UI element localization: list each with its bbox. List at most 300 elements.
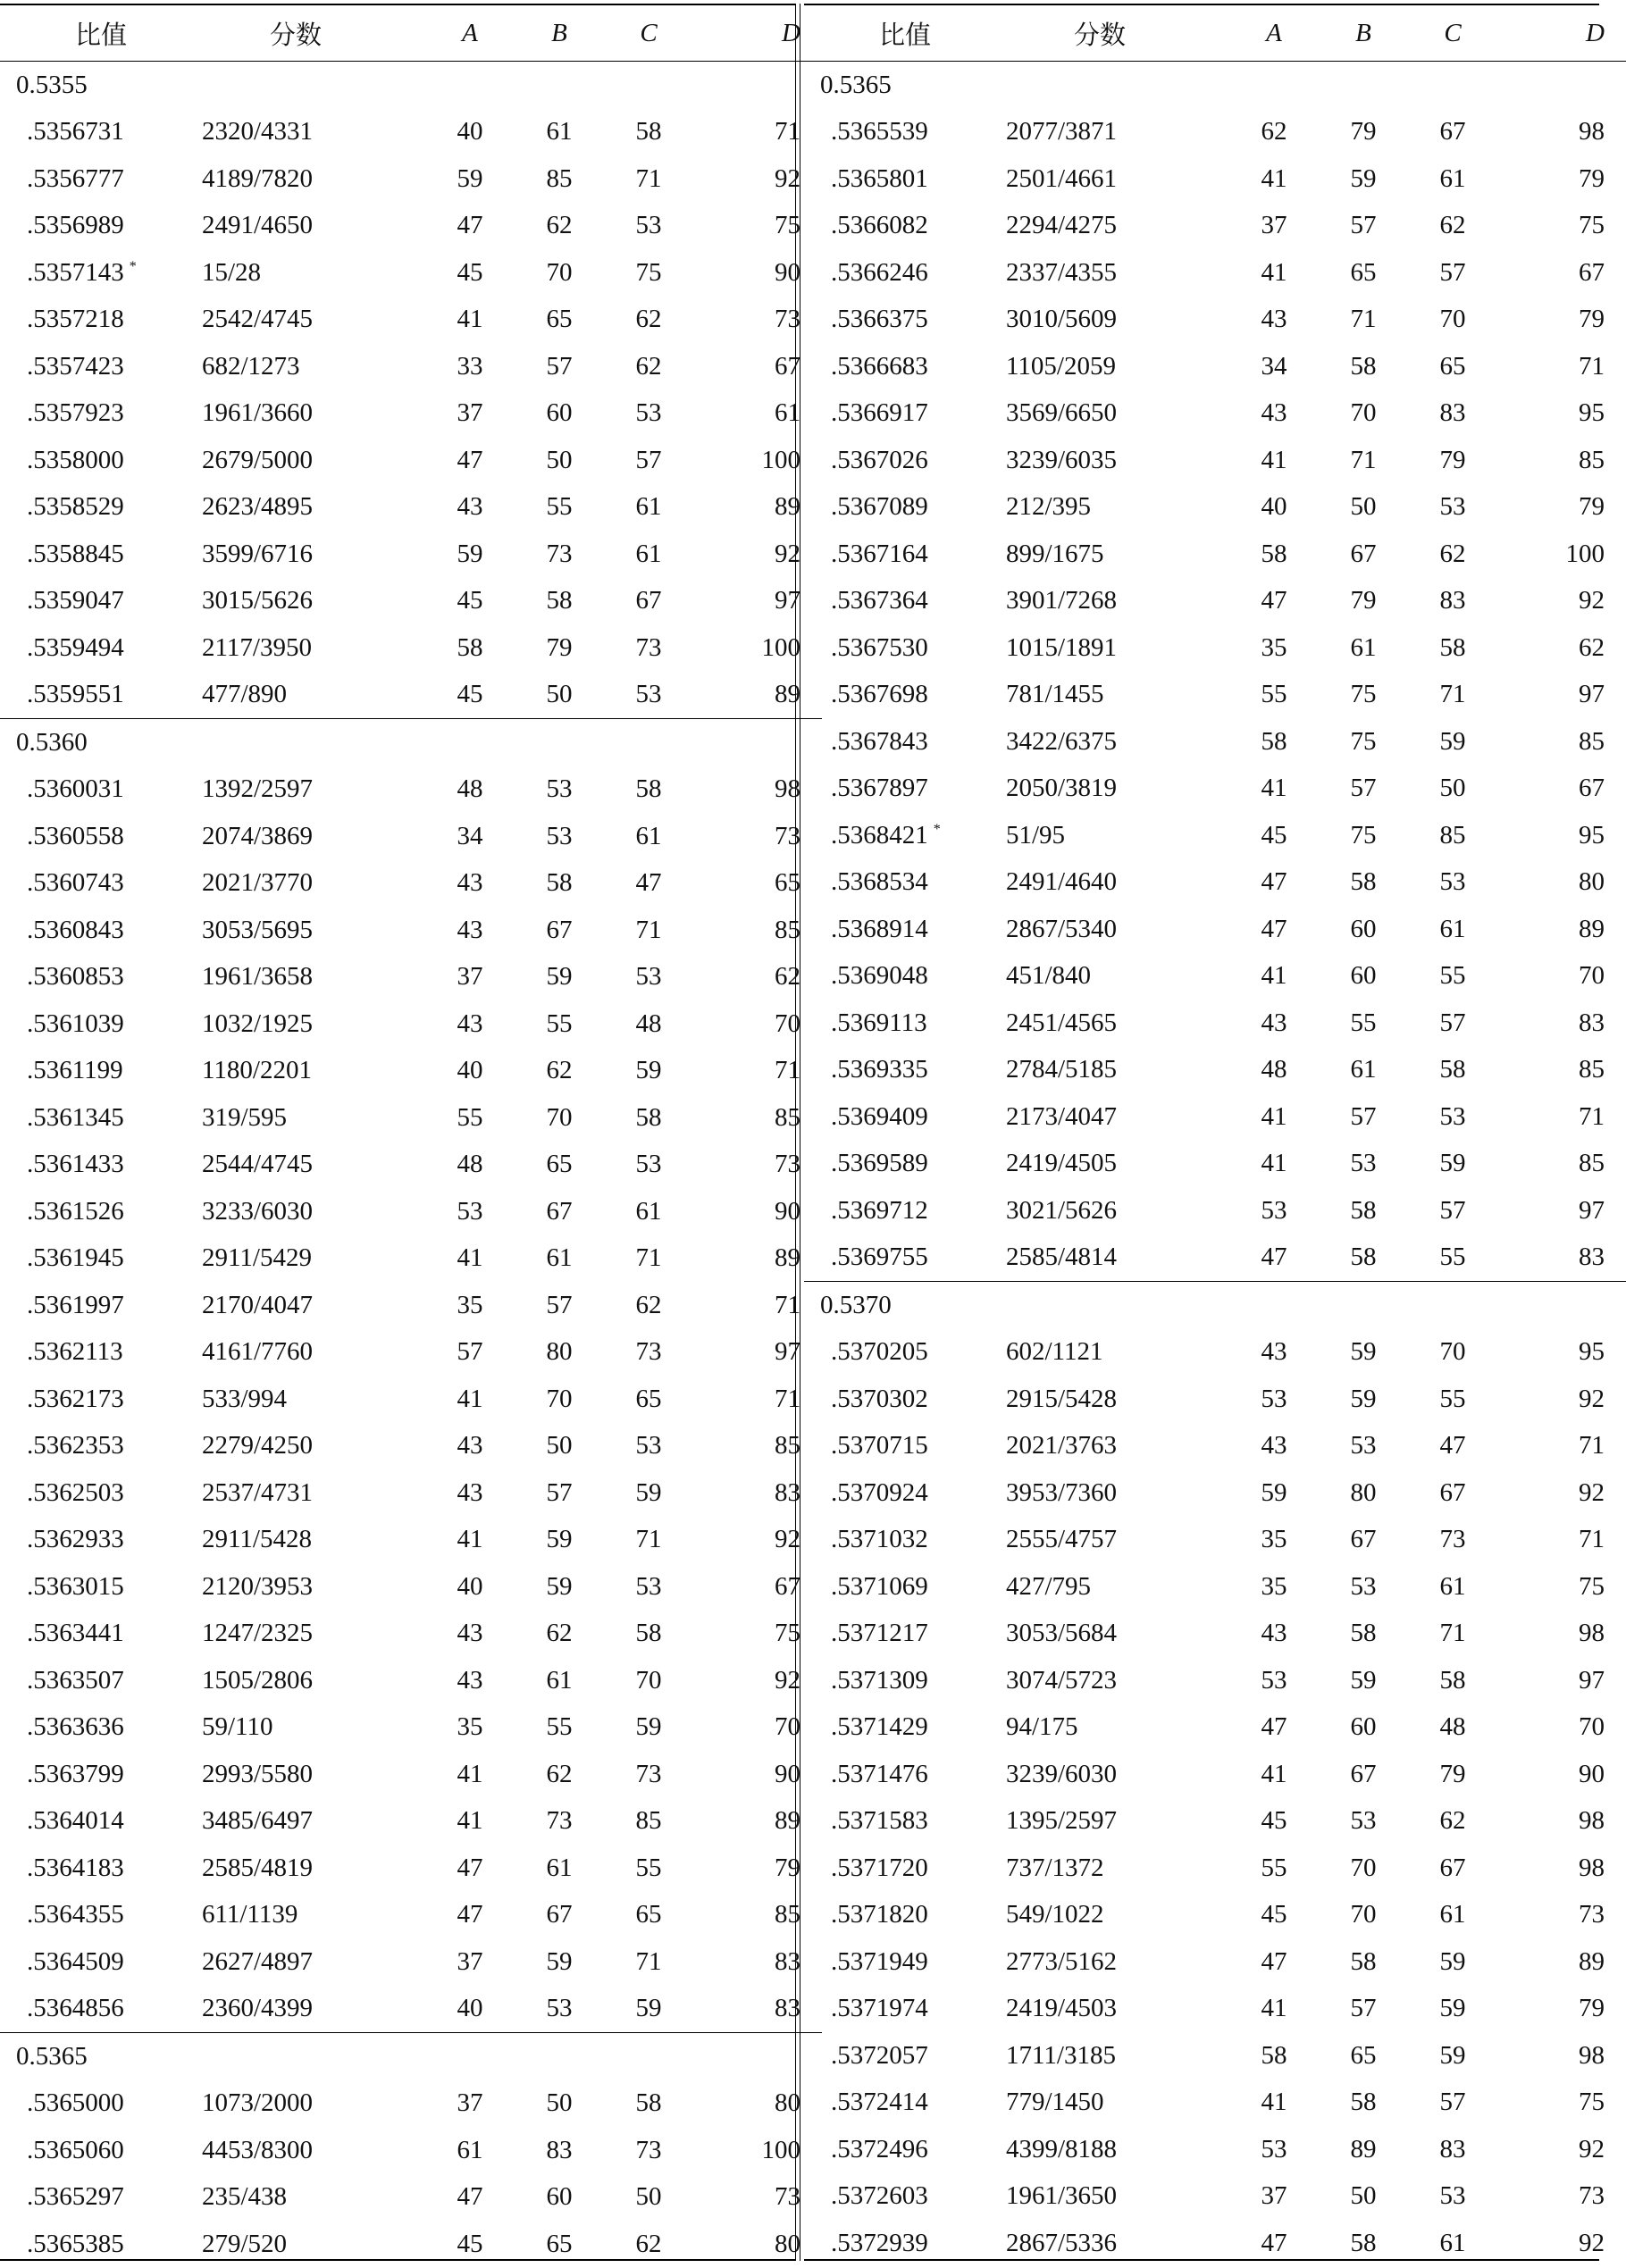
ratio-value: .5365385: [27, 2229, 124, 2258]
ratio-cell: [804, 1563, 1006, 1611]
d-cell: 90: [775, 1196, 800, 1226]
a-cell: 35: [1261, 632, 1287, 662]
table-row: [804, 1892, 1626, 1939]
b-cell: 59: [1350, 1384, 1377, 1413]
b-cell: 53: [1350, 1149, 1377, 1178]
d-cell: 90: [1579, 1759, 1605, 1788]
c-cell: 53: [1439, 492, 1466, 522]
header-b: B: [1319, 5, 1408, 62]
a-cell: 41: [1261, 2088, 1287, 2117]
table-row: [804, 531, 1626, 578]
d-cell: 98: [1579, 1619, 1605, 1648]
d-cell: 71: [1579, 351, 1605, 381]
b-cell: 67: [1350, 1525, 1377, 1554]
a-cell: 53: [1261, 1665, 1287, 1695]
fraction-cell: 533/994: [202, 1384, 288, 1413]
a-cell: 55: [1261, 1853, 1287, 1882]
a-cell: 34: [457, 821, 483, 850]
a-cell: 41: [457, 305, 483, 334]
b-cell: 65: [1350, 257, 1377, 287]
b-cell: 73: [546, 539, 573, 568]
table-row: [0, 578, 822, 625]
d-cell: 71: [1579, 1101, 1605, 1131]
ratio-value: .5362503: [27, 1477, 124, 1507]
c-cell: 61: [635, 492, 662, 522]
fraction-cell: 2867/5336: [1006, 2228, 1118, 2257]
a-cell: 53: [1261, 1384, 1287, 1413]
d-cell: 80: [775, 2229, 800, 2258]
fraction-cell: 212/395: [1006, 492, 1092, 522]
fraction-cell: 2585/4819: [202, 1853, 314, 1882]
a-cell: 43: [457, 1008, 483, 1038]
table-row: [804, 1141, 1626, 1188]
b-cell: 53: [546, 774, 573, 804]
table-row: [0, 155, 822, 203]
b-cell: 65: [1350, 2040, 1377, 2070]
b-cell: 53: [1350, 1571, 1377, 1601]
d-cell: 75: [775, 211, 800, 240]
table-row: [804, 1611, 1626, 1658]
table-row: [804, 718, 1626, 766]
fraction-cell: 2294/4275: [1006, 211, 1118, 240]
ratio-value: .5364355: [27, 1900, 124, 1929]
c-cell: 71: [635, 915, 662, 944]
a-cell: 41: [1261, 1101, 1287, 1131]
ratio-cell: [0, 155, 202, 203]
b-cell: 60: [546, 398, 573, 428]
a-cell: 59: [1261, 1477, 1287, 1507]
a-cell: 37: [457, 962, 483, 992]
ratio-value: .5371309: [831, 1665, 928, 1695]
table-body-right: [804, 62, 1626, 2267]
d-cell: 80: [1579, 867, 1605, 897]
table-row: [0, 624, 822, 672]
fraction-cell: 2050/3819: [1006, 774, 1118, 803]
b-cell: 70: [1350, 1900, 1377, 1929]
fraction-cell: 2360/4399: [202, 1994, 314, 2023]
ratio-cell: [0, 766, 202, 814]
b-cell: 61: [546, 1853, 573, 1882]
d-cell: 83: [775, 1994, 800, 2023]
asterisk-mark: *: [933, 822, 941, 838]
ratio-value: .5366683: [831, 351, 928, 381]
table-row: [0, 1376, 822, 1423]
fraction-cell: 781/1455: [1006, 680, 1104, 709]
a-cell: 40: [1261, 492, 1287, 522]
ratio-value: .5361433: [27, 1150, 124, 1179]
c-cell: 58: [1439, 632, 1466, 662]
c-cell: 62: [635, 2229, 662, 2258]
a-cell: 43: [1261, 1431, 1287, 1460]
ratio-cell: [804, 2032, 1006, 2080]
fraction-cell: 1105/2059: [1006, 351, 1116, 381]
table-row: [0, 1188, 822, 1235]
ratio-cell: [0, 1938, 202, 1986]
a-cell: 62: [1261, 117, 1287, 146]
fraction-cell: 235/438: [202, 2182, 288, 2212]
d-cell: 70: [775, 1008, 800, 1038]
ratio-cell: [804, 718, 1006, 766]
ratio-value: .5364509: [27, 1946, 124, 1976]
d-cell: 71: [1579, 1525, 1605, 1554]
b-cell: 59: [1350, 1665, 1377, 1695]
a-cell: 47: [457, 2182, 483, 2212]
c-cell: 61: [635, 821, 662, 850]
group-label: 0.5365: [0, 2033, 822, 2080]
a-cell: 41: [1261, 1149, 1287, 1178]
ratio-value: .5356777: [27, 163, 124, 193]
c-cell: 83: [1439, 2134, 1466, 2163]
fraction-cell: 2911/5429: [202, 1243, 312, 1273]
a-cell: 43: [457, 1665, 483, 1695]
ratio-value: .5367364: [831, 586, 928, 615]
ratio-value: .5365060: [27, 2135, 124, 2164]
table-row: [804, 297, 1626, 344]
c-cell: 50: [635, 2182, 662, 2212]
ratio-value: .5369755: [831, 1243, 928, 1272]
d-cell: 73: [1579, 1900, 1605, 1929]
table-row: [804, 249, 1626, 297]
table-row: [804, 1187, 1626, 1234]
fraction-cell: 3485/6497: [202, 1806, 314, 1836]
ratio-cell: [804, 812, 1006, 859]
table-row: [0, 907, 822, 954]
a-cell: 55: [457, 1102, 483, 1132]
d-cell: 73: [775, 2182, 800, 2212]
b-cell: 89: [1350, 2134, 1377, 2163]
table-row: [0, 1986, 822, 2033]
b-cell: 70: [546, 1384, 573, 1413]
fraction-cell: 3233/6030: [202, 1196, 314, 1226]
ratio-value: .5363507: [27, 1665, 124, 1695]
header-fraction: 分数: [202, 5, 425, 62]
d-cell: 89: [1579, 914, 1605, 943]
c-cell: 48: [1439, 1712, 1466, 1742]
ratio-value: .5358000: [27, 445, 124, 474]
table-row: [0, 437, 822, 484]
table-row: [0, 1657, 822, 1704]
ratio-cell: [804, 1611, 1006, 1658]
a-cell: 43: [1261, 1008, 1287, 1037]
b-cell: 50: [546, 2088, 573, 2118]
c-cell: 71: [635, 1243, 662, 1273]
table-row: [0, 249, 822, 297]
fraction-cell: 2419/4503: [1006, 1994, 1118, 2023]
b-cell: 58: [1350, 1243, 1377, 1272]
header-d: D: [693, 5, 822, 62]
fraction-cell: 2170/4047: [202, 1290, 314, 1319]
c-cell: 62: [635, 351, 662, 381]
b-cell: 83: [546, 2135, 573, 2164]
c-cell: 73: [635, 632, 662, 662]
ratio-cell: [804, 1423, 1006, 1470]
b-cell: 55: [1350, 1008, 1377, 1037]
a-cell: 48: [1261, 1055, 1287, 1084]
fraction-cell: 1247/2325: [202, 1619, 314, 1648]
b-cell: 50: [546, 680, 573, 709]
a-cell: 45: [457, 2229, 483, 2258]
d-cell: 73: [775, 305, 800, 334]
c-cell: 57: [1439, 1008, 1466, 1037]
table-row: [804, 766, 1626, 813]
ratio-value: .5365539: [831, 117, 928, 146]
c-cell: 55: [635, 1853, 662, 1882]
a-cell: 43: [457, 1477, 483, 1507]
table-row: [0, 1751, 822, 1798]
table-row: [0, 2127, 822, 2174]
group-header-row: [804, 62, 1626, 109]
fraction-cell: 3015/5626: [202, 586, 314, 615]
table-row: [804, 109, 1626, 156]
table-row: [0, 297, 822, 344]
table-row: [804, 1047, 1626, 1094]
fraction-cell: 611/1139: [202, 1900, 298, 1929]
table-left: [0, 4, 800, 2261]
d-cell: 85: [1579, 726, 1605, 756]
ratio-value: .5367026: [831, 445, 928, 474]
c-cell: 59: [635, 1712, 662, 1742]
ratio-value: .5361199: [27, 1056, 123, 1085]
fraction-cell: 2021/3763: [1006, 1431, 1118, 1460]
table-row: [804, 2080, 1626, 2127]
table-row: [0, 203, 822, 250]
fraction-cell: 1180/2201: [202, 1056, 312, 1085]
c-cell: 58: [1439, 1665, 1466, 1695]
ratio-cell: [0, 531, 202, 578]
d-cell: 79: [775, 1853, 800, 1882]
ratio-cell: [804, 249, 1006, 297]
ratio-value: .5359494: [27, 632, 124, 662]
d-cell: 67: [1579, 257, 1605, 287]
fraction-cell: 15/28: [202, 257, 262, 287]
c-cell: 65: [635, 1384, 662, 1413]
ratio-cell: [0, 1469, 202, 1517]
ratio-value: .5364856: [27, 1994, 124, 2023]
a-cell: 43: [457, 1619, 483, 1648]
c-cell: 53: [1439, 2181, 1466, 2211]
fraction-cell: 2419/4505: [1006, 1149, 1118, 1178]
b-cell: 67: [546, 1196, 573, 1226]
table-row: [804, 437, 1626, 484]
table-row: [0, 531, 822, 578]
ratio-cell: [0, 672, 202, 719]
ratio-value: .5361945: [27, 1243, 124, 1273]
fraction-cell: 2279/4250: [202, 1431, 314, 1460]
a-cell: 47: [457, 445, 483, 474]
a-cell: 48: [457, 774, 483, 804]
b-cell: 58: [1350, 2088, 1377, 2117]
table-row: [0, 1094, 822, 1142]
ratio-cell: [804, 484, 1006, 531]
c-cell: 59: [1439, 1149, 1466, 1178]
ratio-value: .5371476: [831, 1759, 928, 1788]
c-cell: 53: [635, 1431, 662, 1460]
fraction-cell: 4189/7820: [202, 163, 314, 193]
table-row: [0, 1704, 822, 1752]
fraction-cell: 3239/6030: [1006, 1759, 1118, 1788]
b-cell: 70: [1350, 398, 1377, 428]
ratio-cell: [0, 1798, 202, 1845]
ratio-cell: [804, 859, 1006, 907]
c-cell: 61: [1439, 1900, 1466, 1929]
group-header-row: [804, 1282, 1626, 1329]
a-cell: 33: [457, 351, 483, 381]
a-cell: 45: [1261, 1806, 1287, 1836]
header-fraction: 分数: [1006, 5, 1229, 62]
d-cell: 98: [775, 774, 800, 804]
header-ratio: 比值: [804, 5, 1006, 62]
b-cell: 80: [546, 1337, 573, 1367]
a-cell: 41: [1261, 1759, 1287, 1788]
b-cell: 55: [546, 492, 573, 522]
b-cell: 79: [1350, 117, 1377, 146]
table-row: [804, 624, 1626, 672]
c-cell: 61: [1439, 1571, 1466, 1601]
b-cell: 59: [546, 1525, 573, 1554]
fraction-cell: 3422/6375: [1006, 726, 1118, 756]
table-row: [0, 109, 822, 156]
header-d: D: [1497, 5, 1626, 62]
table-row: [804, 1423, 1626, 1470]
fraction-cell: 59/110: [202, 1712, 273, 1742]
fraction-cell: 427/795: [1006, 1571, 1092, 1601]
table-row: [804, 390, 1626, 438]
d-cell: 98: [1579, 1853, 1605, 1882]
a-cell: 53: [1261, 2134, 1287, 2163]
group-header-row: [0, 62, 822, 109]
ratio-cell: [0, 1845, 202, 1892]
table-row: [804, 2220, 1626, 2267]
ratio-cell: [0, 2174, 202, 2222]
c-cell: 53: [635, 962, 662, 992]
fraction-cell: 2911/5428: [202, 1525, 312, 1554]
ratio-value: .5370302: [831, 1384, 928, 1413]
b-cell: 58: [1350, 1195, 1377, 1225]
a-cell: 43: [1261, 1619, 1287, 1648]
a-cell: 34: [1261, 351, 1287, 381]
b-cell: 61: [1350, 632, 1377, 662]
d-cell: 67: [775, 351, 800, 381]
header-a: A: [425, 5, 515, 62]
table-row: [804, 1234, 1626, 1282]
ratio-value: .5361345: [27, 1102, 124, 1132]
ratio-value: .5364183: [27, 1853, 124, 1882]
table-row: [0, 1048, 822, 1095]
ratio-value: .5371820: [831, 1900, 928, 1929]
ratio-value: .5370924: [831, 1477, 928, 1507]
ratio-cell: [804, 390, 1006, 438]
ratio-cell: [0, 907, 202, 954]
fraction-cell: 1505/2806: [202, 1665, 314, 1695]
c-cell: 61: [1439, 914, 1466, 943]
b-cell: 50: [1350, 492, 1377, 522]
fraction-cell: 1711/3185: [1006, 2040, 1116, 2070]
a-cell: 47: [457, 1900, 483, 1929]
ratio-value: .5356731: [27, 117, 124, 146]
fraction-cell: 2021/3770: [202, 868, 314, 898]
d-cell: 98: [1579, 117, 1605, 146]
b-cell: 58: [1350, 351, 1377, 381]
ratio-value: .5363799: [27, 1759, 124, 1788]
d-cell: 71: [775, 1384, 800, 1413]
ratio-cell: [0, 1000, 202, 1048]
fraction-cell: 549/1022: [1006, 1900, 1104, 1929]
d-cell: 79: [1579, 305, 1605, 334]
d-cell: 85: [775, 915, 800, 944]
ratio-value: .5372603: [831, 2181, 928, 2211]
fraction-cell: 2784/5185: [1006, 1055, 1118, 1084]
b-cell: 58: [546, 586, 573, 615]
d-cell: 98: [1579, 2040, 1605, 2070]
d-cell: 95: [1579, 820, 1605, 849]
c-cell: 70: [635, 1665, 662, 1695]
d-cell: 89: [775, 1243, 800, 1273]
ratio-value: .5367530: [831, 632, 928, 662]
fraction-cell: 2501/4661: [1006, 163, 1118, 193]
ratio-value: .5370205: [831, 1337, 928, 1367]
ratio-cell: [0, 203, 202, 250]
fraction-cell: 1395/2597: [1006, 1806, 1118, 1836]
header-c: C: [1408, 5, 1497, 62]
a-cell: 45: [1261, 1900, 1287, 1929]
ratio-cell: [804, 624, 1006, 672]
fraction-cell: 899/1675: [1006, 539, 1104, 568]
d-cell: 100: [1565, 539, 1605, 568]
ratio-cell: [0, 1611, 202, 1658]
b-cell: 75: [1350, 680, 1377, 709]
b-cell: 85: [546, 163, 573, 193]
c-cell: 65: [1439, 351, 1466, 381]
fraction-cell: 2320/4331: [202, 117, 314, 146]
d-cell: 71: [775, 1290, 800, 1319]
ratio-cell: [804, 1093, 1006, 1141]
ratio-value: .5360843: [27, 915, 124, 944]
fraction-cell: 4161/7760: [202, 1337, 314, 1367]
d-cell: 90: [775, 1759, 800, 1788]
ratio-cell: [804, 1517, 1006, 1564]
table-row: [0, 813, 822, 860]
c-cell: 59: [635, 1056, 662, 1085]
c-cell: 85: [1439, 820, 1466, 849]
ratio-value: .5372496: [831, 2134, 928, 2163]
a-cell: 45: [457, 586, 483, 615]
fraction-cell: 2542/4745: [202, 305, 314, 334]
fraction-cell: 779/1450: [1006, 2088, 1104, 2117]
header-row: [804, 5, 1626, 62]
a-cell: 40: [457, 1056, 483, 1085]
table-row: [0, 1423, 822, 1470]
ratio-value: .5364014: [27, 1806, 124, 1836]
ratio-value: .5367897: [831, 774, 928, 803]
b-cell: 62: [546, 211, 573, 240]
c-cell: 73: [635, 2135, 662, 2164]
d-cell: 70: [1579, 1712, 1605, 1742]
a-cell: 43: [1261, 398, 1287, 428]
fraction-cell: 4453/8300: [202, 2135, 314, 2164]
c-cell: 53: [635, 1571, 662, 1601]
a-cell: 43: [1261, 305, 1287, 334]
d-cell: 83: [775, 1477, 800, 1507]
ratio-cell: [804, 672, 1006, 719]
ratio-value: .5360743: [27, 868, 124, 898]
header-row: [0, 5, 822, 62]
a-cell: 58: [457, 632, 483, 662]
table-row: [804, 1704, 1626, 1752]
c-cell: 53: [1439, 867, 1466, 897]
ratio-value: .5366246: [831, 257, 928, 287]
b-cell: 61: [546, 1665, 573, 1695]
ratio-value: .5365000: [27, 2088, 124, 2118]
